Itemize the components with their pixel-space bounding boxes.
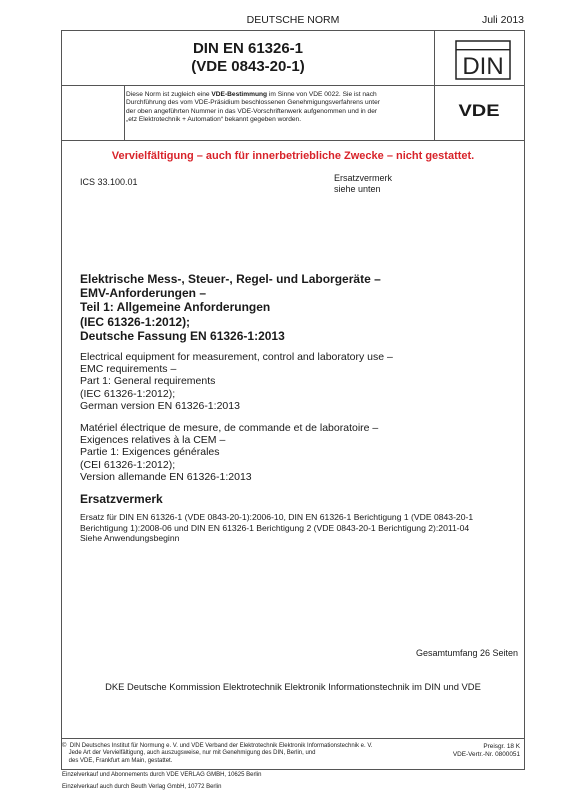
- standard-type-label: DEUTSCHE NORM: [246, 14, 340, 26]
- divider-logos: [434, 85, 525, 86]
- dke-line: DKE Deutsche Kommission Elektrotechnik Elektronik Informationstechnik im DIN und VDE: [105, 681, 481, 692]
- sales-beuth: Einzelverkauf auch durch Beuth Verlag GmbH, 10772 Berlin: [62, 784, 222, 790]
- title-french: Matériel électrique de mesure, de commande et de laboratoire – Exigences relatives à la CEM – Partie 1: Exigences générales (CEI 61326-1:2012); Version allemande EN 61326-1:2013: [80, 422, 379, 483]
- copyright-notice: © DIN Deutsches Institut für Normung e. V. und VDE Verband der Elektrotechnik Elektronik Informationstechnik e. V. Jede Art der Vervielfältigung, auch auszugsweise, nur mit Genehmigung des DIN, Berlin, und des VDE, Frankfurt am Main, gestattet.: [62, 743, 373, 764]
- title-german: Elektrische Mess-, Steuer-, Regel- und Laborgeräte – EMV-Anforderungen – Teil 1: Allgemeine Anforderungen (IEC 61326-1:2012); Deutsche Fassung EN 61326-1:2013: [80, 272, 381, 343]
- title-english: Electrical equipment for measurement, control and laboratory use – EMC requirements – Part 1: General requirements (IEC 61326-1:2012); German version EN 61326-1:2013: [80, 351, 393, 412]
- vde-number: (VDE 0843-20-1): [191, 58, 305, 75]
- divider-footer: [61, 738, 525, 739]
- vde-logo: VDE: [458, 101, 500, 121]
- order-number: VDE-Vertr.-Nr. 0800051: [452, 751, 520, 758]
- divider-notice: [61, 140, 525, 141]
- document-number: [62, 40, 434, 76]
- vde-bestimmung-term: VDE-Bestimmung: [211, 91, 268, 98]
- sales-vde-verlag: Einzelverkauf und Abonnements durch VDE VERLAG GMBH, 10625 Berlin: [62, 772, 262, 778]
- divider-notice-left: [124, 85, 125, 140]
- din-logo-text: DIN: [462, 53, 504, 80]
- din-number: DIN EN 61326-1: [192, 40, 304, 57]
- replacement-heading: Ersatzvermerk: [80, 492, 163, 506]
- publication-date: Juli 2013: [481, 14, 524, 26]
- page-count: Gesamtumfang 26 Seiten: [415, 648, 518, 658]
- vde-notice: Diese Norm ist zugleich eine VDE-Bestimmung im Sinne von VDE 0022. Sie ist nach Durchführung des vom VDE-Präsidium beschlossenen Genehmigungsverfahrens unter der oben angeführten Nummer in das VDE-Vorschriftenwerk aufgenommen und in der „etz Elektrotechnik + Automation“ bekannt gegeben worden.: [126, 91, 380, 124]
- din-logo: [455, 40, 511, 80]
- price-group: Preisgr. 18 K: [483, 743, 520, 750]
- replacement-note: Ersatzvermerk siehe unten: [334, 173, 393, 194]
- reproduction-notice: Vervielfältigung – auch für innerbetriebliche Zwecke – nicht gestattet.: [111, 150, 475, 162]
- ics-code: ICS 33.100.01: [80, 177, 138, 187]
- replacement-text: Ersatz für DIN EN 61326-1 (VDE 0843-20-1):2006-10, DIN EN 61326-1 Berichtigung 1 (VDE 0843-20-1 Berichtigung 1):2008-06 und DIN EN 61326-1 Berichtigung 2 (VDE 0843-20-1 Berichtigung 2):2011-04 Siehe Anwendungsbeginn: [80, 512, 474, 544]
- price-info: [450, 743, 520, 759]
